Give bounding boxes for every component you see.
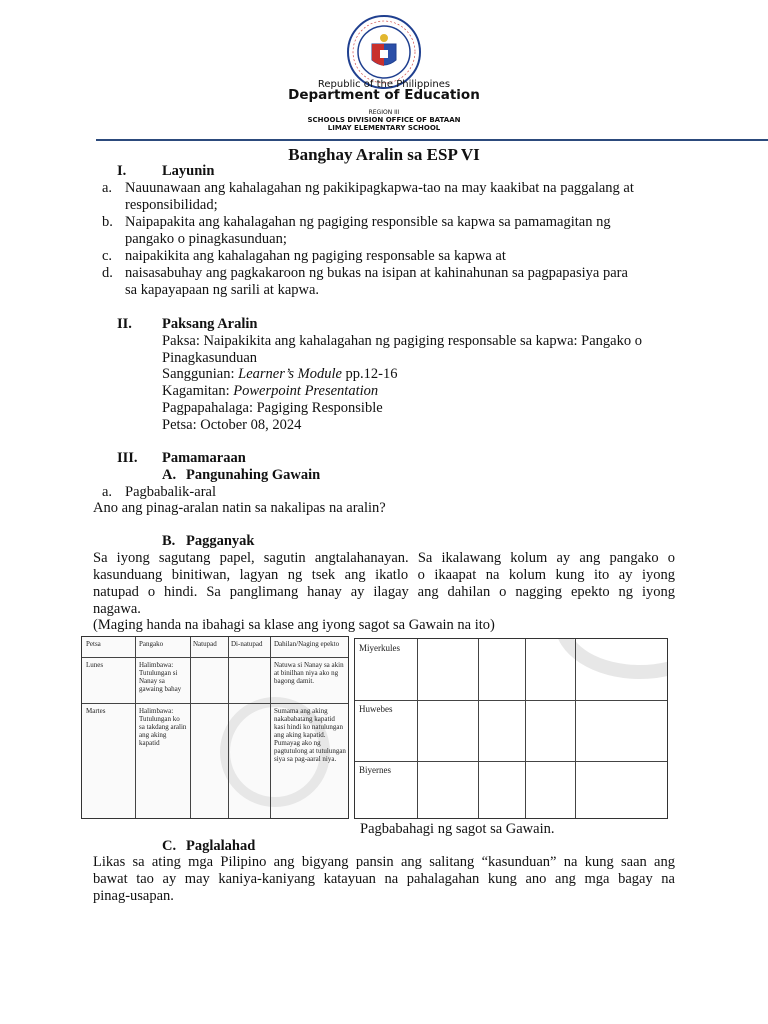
pagganyak-line1: Sa iyong sagutang papel, sagutin angtalahanayan. Sa ikalawang kolum ay ang pangako o	[93, 550, 675, 566]
objective-c-line1: naipakikita ang kahalagahan ng pagiging responsable sa kapwa at	[125, 248, 506, 264]
subsection-c-heading: Paglalahad	[186, 838, 256, 854]
table-cell-day: Huwebes	[359, 704, 393, 714]
paksa-line1: Paksa: Naipakikita ang kahalagahan ng pagiging responsable sa kapwa: Pangako o	[162, 333, 642, 349]
list-letter: d.	[102, 265, 113, 281]
activity-table-right	[354, 638, 668, 819]
table-cell-dahilan: Natuwa si Nanay sa akin at binilhan niya ako ng bagong damit.	[274, 661, 344, 685]
section1-heading: Layunin	[162, 163, 215, 179]
pagbabalik-aral-item: Pagbabalik-aral	[125, 484, 216, 500]
objective-d-line1: naisasabuhay ang pagkakaroon ng bukas na isipan at kahinahunan sa pagpapasiya para	[125, 265, 628, 281]
table-header: Di-natupad	[231, 640, 263, 648]
table-header: Petsa	[86, 640, 101, 648]
subsection-b-heading: Pagganyak	[186, 533, 255, 549]
section3-numeral: III.	[117, 450, 138, 466]
table-cell-day: Lunes	[86, 661, 104, 669]
table-caption: Pagbabahagi ng sagot sa Gawain.	[360, 821, 555, 837]
pagganyak-note: (Maging handa na ibahagi sa klase ang iyong sagot sa Gawain na ito)	[93, 617, 495, 633]
section1-numeral: I.	[117, 163, 127, 179]
objective-b-line1: Naipapakita ang kahalagahan ng pagiging responsible sa kapwa sa pamamagitan ng	[125, 214, 611, 230]
objective-a-line1: Nauunawaan ang kahalagahan ng pakikipagkapwa-tao na may kaakibat na paggalang at	[125, 180, 634, 196]
table-cell-day: Miyerkules	[359, 643, 400, 653]
header-divider	[96, 139, 768, 141]
list-letter: a.	[102, 484, 113, 500]
objective-d-line2: sa kapayapaan ng sarili at kapwa.	[125, 282, 320, 298]
paglalahad-line3: pinag-usapan.	[93, 888, 174, 904]
pagganyak-line2: kasunduang binitiwan, lagyan ng tsek ang ikatlo o ikaapat na kolum kung ito ay iyong	[93, 567, 675, 583]
list-letter: b.	[102, 214, 113, 230]
subsection-c-label: C.	[162, 838, 177, 854]
division-text: SCHOOLS DIVISION OFFICE OF BATAAN	[307, 116, 461, 124]
region-text: REGION III	[368, 109, 400, 116]
paksa-line2: Pinagkasunduan	[162, 350, 258, 366]
department-name: Department of Education	[288, 87, 480, 103]
sanggunian-line	[162, 366, 398, 383]
pagganyak-line3: natupad o hindi. Sa panglimang hanay ay ilagay ang dahilan o nagging epekto ng iyong	[93, 584, 675, 600]
table-cell-pangako: Halimbawa: Tutulungan ko sa takdang aralin ang aking kapatid	[139, 707, 187, 747]
pagpapahalaga-line: Pagpapahalaga: Pagiging Responsible	[162, 400, 383, 416]
subsection-b-label: B.	[162, 533, 176, 549]
paglalahad-line1: Likas sa ating mga Pilipino ang bigyang pansin ang salitang “kasunduan” na kung saan ang	[93, 854, 675, 870]
republic-text: Republic of the Philippines	[317, 79, 451, 90]
kagamitan-value: Powerpoint Presentation	[233, 383, 379, 399]
activity-table-left	[81, 636, 349, 819]
review-question: Ano ang pinag-aralan natin sa nakalipas na aralin?	[93, 500, 386, 516]
pagganyak-line4: nagawa.	[93, 601, 141, 617]
kagamitan-label: Kagamitan:	[162, 383, 234, 399]
subsection-a-heading: Pangunahing Gawain	[186, 467, 321, 483]
table-cell-pangako: Halimbawa: Tutulungan si Nanay sa gawaing bahay	[139, 661, 182, 693]
objective-a-line2: responsibilidad;	[125, 197, 218, 213]
list-letter: a.	[102, 180, 113, 196]
school-name: LIMAY ELEMENTARY SCHOOL	[327, 124, 441, 132]
section2-numeral: II.	[117, 316, 132, 332]
objective-b-line2: pangako o pinagkasunduan;	[125, 231, 287, 247]
list-letter: c.	[102, 248, 113, 264]
sanggunian-pages: pp.12-16	[341, 366, 398, 382]
table-header: Pangako	[139, 640, 164, 648]
section2-heading: Paksang Aralin	[162, 316, 258, 332]
watermark-seal	[555, 638, 668, 679]
table-cell-day: Biyernes	[359, 765, 391, 775]
page-title: Banghay Aralin sa ESP VI	[288, 145, 480, 164]
table-cell-day: Martes	[86, 707, 106, 715]
petsa-line: Petsa: October 08, 2024	[162, 417, 302, 433]
table-header: Dahilan/Naging epekto	[274, 640, 340, 648]
sanggunian-value: Learner’s Module	[238, 366, 342, 382]
sanggunian-label: Sanggunian:	[162, 366, 239, 382]
table-header: Natupad	[193, 640, 217, 648]
kagamitan-line	[162, 383, 378, 400]
section3-heading: Pamamaraan	[162, 450, 246, 466]
paglalahad-line2: bawat tao ay may kaniya-kaniyang katayuan na pahalagahan kung ano ang mga bagay na	[93, 871, 675, 887]
subsection-a-label: A.	[162, 467, 177, 483]
table-cell-dahilan: Sumama ang aking nakababatang kapatid kasi hindi ko natulungan ang aking kapatid. Pumayag ako ng pagtutulong at tutulungan siya sa pag-aaral niya.	[274, 707, 346, 763]
